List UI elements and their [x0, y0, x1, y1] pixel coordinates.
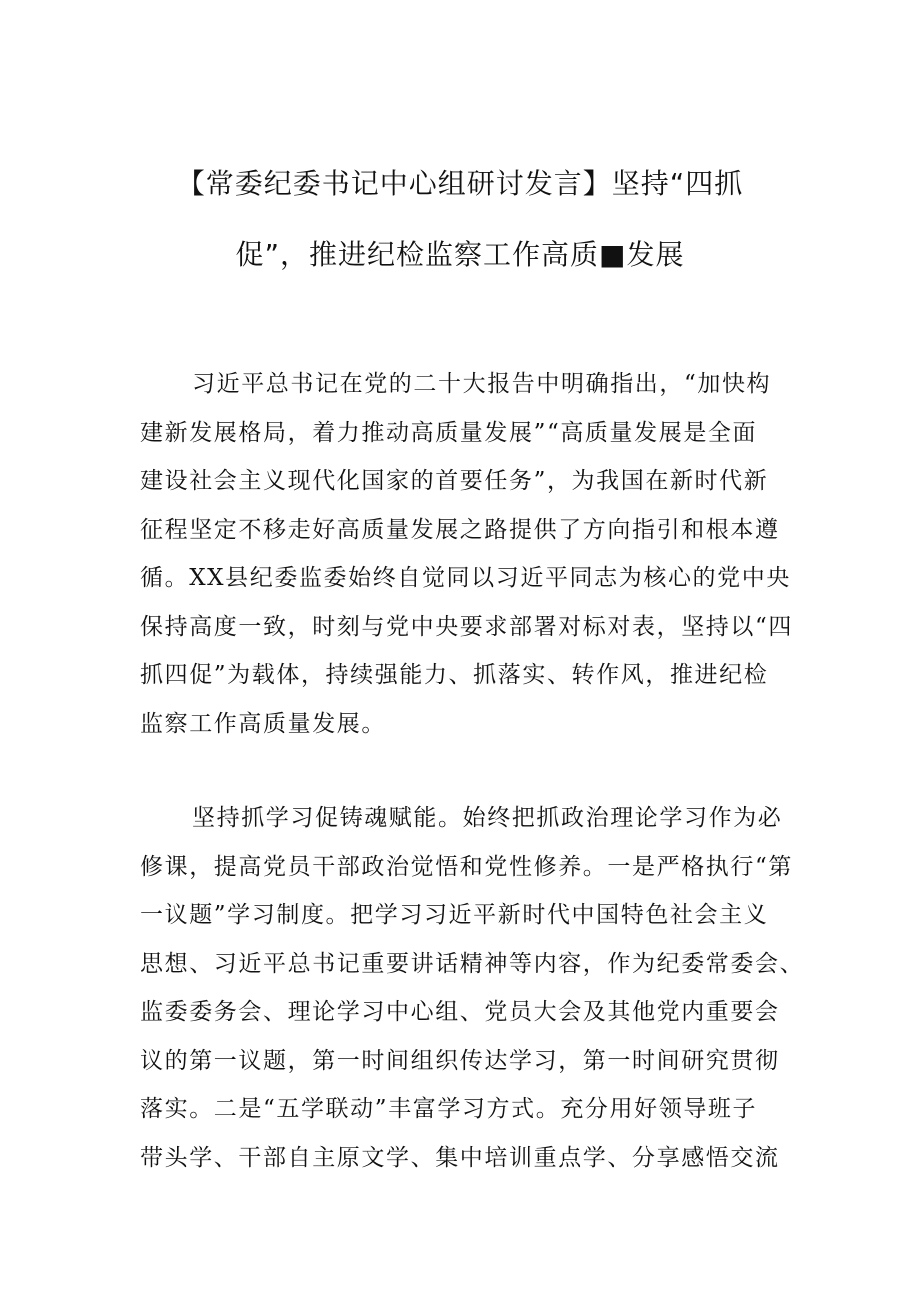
paragraph-line: 带头学、干部自主原文学、集中培训重点学、分享感悟交流: [140, 1144, 780, 1171]
body-paragraph-1: [140, 360, 793, 748]
paragraph-line: 坚持抓学习促铸魂赋能。始终把抓政治理论学习作为必: [192, 805, 783, 831]
paragraph-line: 循。XX县纪委监委始终自觉同以习近平同志为核心的党中央: [140, 565, 791, 591]
body-paragraph-2: [140, 794, 805, 1182]
paragraph-line: 落实。二是“五学联动”丰富学习方式。充分用好领导班子: [140, 1096, 758, 1122]
paragraph-line: 保持高度一致，时刻与党中央要求部署对标对表，坚持以“四: [140, 613, 793, 640]
paragraph-line: 议的第一议题，第一时间组织传达学习，第一时间研究贯彻: [140, 1047, 780, 1074]
paragraph-line: 监察工作高质量发展。: [140, 710, 386, 737]
title-line: 【常委纪委书记中心组研讨发言】坚持“四抓: [176, 167, 744, 200]
paragraph-line: 监委委务会、理论学习中心组、党员大会及其他党内重要会: [140, 999, 780, 1025]
paragraph-line: 建设社会主义现代化国家的首要任务”，为我国在新时代新: [140, 468, 769, 494]
paragraph-line: 征程坚定不移走好高质量发展之路提供了方向指引和根本遵: [140, 516, 780, 543]
paragraph-line: 一议题”学习制度。把学习习近平新时代中国特色社会主义: [140, 902, 769, 928]
paragraph-line: 建新发展格局，着力推动高质量发展”“高质量发展是全面: [140, 419, 758, 446]
title-line: 促”，推进纪检监察工作高质■发展: [235, 238, 685, 271]
paragraph-line: 抓四促”为载体，持续强能力、抓落实、转作风，推进纪检: [140, 662, 769, 688]
document-title: [120, 148, 800, 290]
paragraph-line: 修课，提高党员干部政治觉悟和党性修养。一是严格执行“第: [140, 853, 793, 880]
paragraph-line: 思想、习近平总书记重要讲话精神等内容，作为纪委常委会、: [140, 950, 805, 977]
paragraph-line: 习近平总书记在党的二十大报告中明确指出，“加快构: [192, 371, 772, 397]
